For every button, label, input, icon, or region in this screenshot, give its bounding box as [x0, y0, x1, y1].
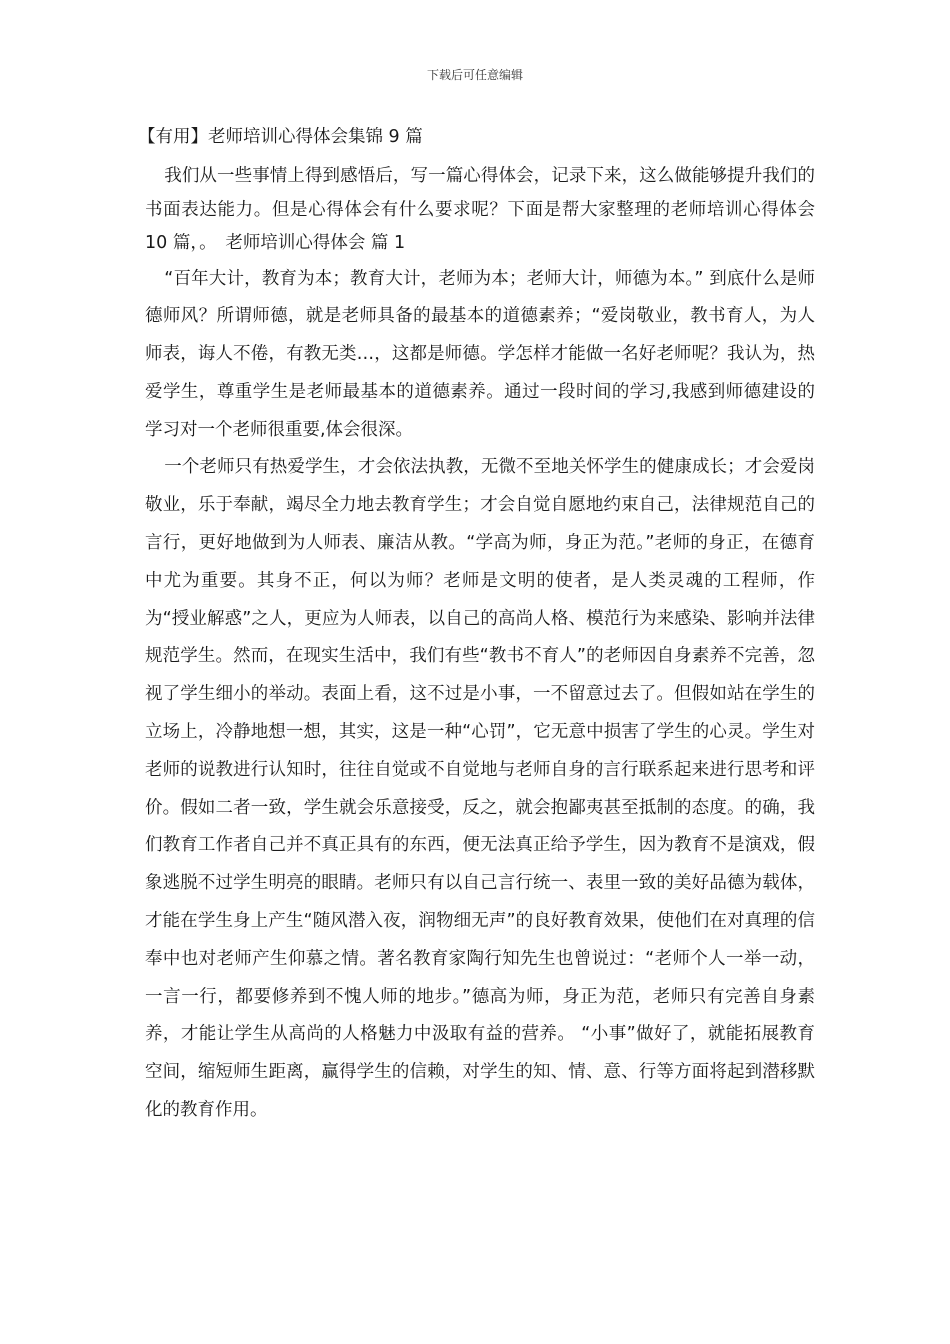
- document-body: [138, 126, 815, 1130]
- document-title: 【有用】老师培训心得体会集锦 9 篇: [138, 127, 423, 147]
- body-paragraph: “百年大计，教育为本；教育大计，老师为本；老师大计，师德为本。” 到底什么是师德师风？所谓师德，就是老师具备的最基本的道德素养；“爱岗敬业，教书育人，为人师表，诲人不倦，有教无类…，这都是师德。学怎样才能做一名好老师呢？我认为，热爱学生，尊重学生是老师最基本的道德素养。通过一段时间的学习,我感到师德建设的学习对一个老师很重要,体会很深。: [145, 268, 815, 440]
- intro-paragraph: 我们从一些事情上得到感悟后，写一篇心得体会，记录下来，这么做能够提升我们的书面表达能力。但是心得体会有什么要求呢？下面是帮大家整理的老师培训心得体会 10 篇，。 老师培训心得体会 篇 1: [145, 166, 815, 253]
- body-paragraph: 一个老师只有热爱学生，才会依法执教，无微不至地关怀学生的健康成长；才会爱岗敬业，乐于奉献，竭尽全力地去教育学生；才会自觉自愿地约束自己，法律规范自己的言行，更好地做到为人师表、廉洁从教。“学高为师，身正为范。”老师的身正，在德育中尤为重要。其身不正，何以为师？老师是文明的使者，是人类灵魂的工程师，作为“授业解惑”之人，更应为人师表，以自己的高尚人格、模范行为来感染、影响并法律规范学生。然而，在现实生活中，我们有些“教书不育人”的老师因自身素养不完善，忽视了学生细小的举动。表面上看，这不过是小事，一不留意过去了。但假如站在学生的立场上，冷静地想一想，其实，这是一种“心罚”，它无意中损害了学生的心灵。学生对老师的说教进行认知时，往往自觉或不自觉地与老师自身的言行联系起来进行思考和评价。假如二者一致，学生就会乐意接受，反之，就会抱鄙夷甚至抵制的态度。的确，我们教育工作者自己并不真正具有的东西，便无法真正给予学生，因为教育不是演戏，假象逃脱不过学生明亮的眼睛。老师只有以自己言行统一、表里一致的美好品德为载体，才能在学生身上产生“随风潜入夜，润物细无声”的良好教育效果，使他们在对真理的信奉中也对老师产生仰慕之情。著名教育家陶行知先生也曾说过：“老师个人一举一动，一言一行，都要修养到不愧人师的地步。”德高为师，身正为范，老师只有完善自身素养，才能让学生从高尚的人格魅力中汲取有益的营养。 “小事”做好了，就能拓展教育空间，缩短师生距离，赢得学生的信赖，对学生的知、情、意、行等方面将起到潜移默化的教育作用。: [145, 457, 815, 1121]
- page-header: 下载后可任意编辑: [426, 68, 523, 82]
